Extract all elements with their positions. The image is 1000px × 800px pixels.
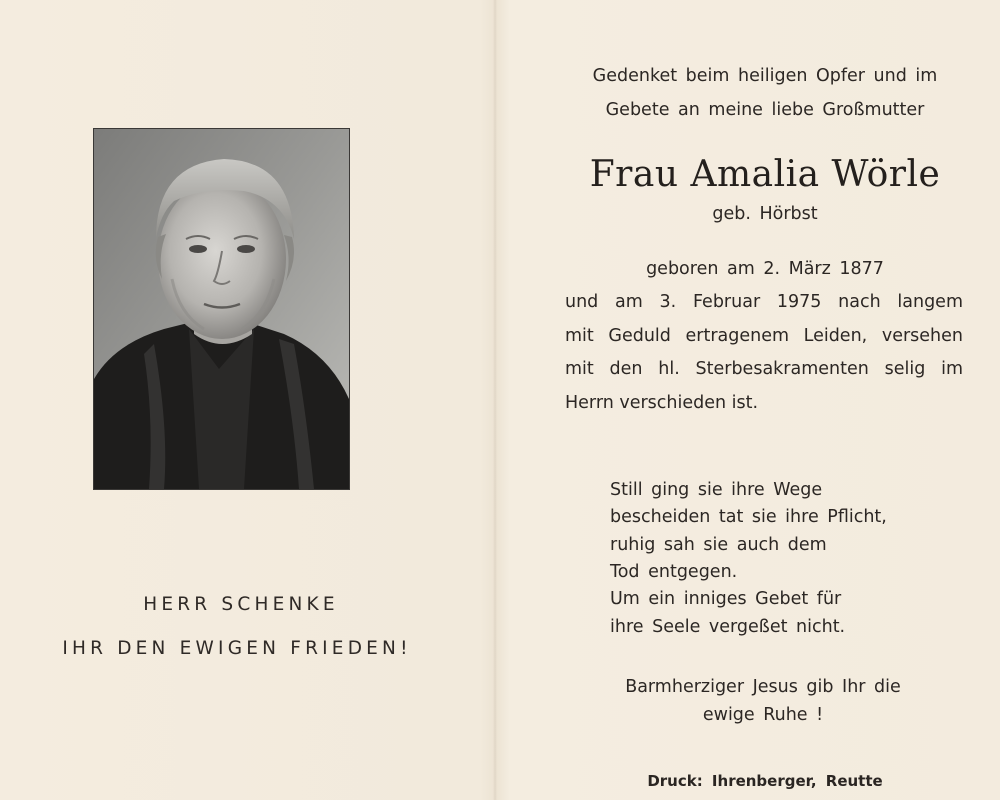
text-line-2: mit Geduld ertragenem Leiden, versehen xyxy=(565,326,963,346)
blessing-line-1: HERR SCHENKE xyxy=(143,594,339,615)
poem-line-4: Tod entgegen. xyxy=(610,562,738,582)
printer-credit: Druck: Ihrenberger, Reutte xyxy=(647,772,883,790)
text-line-1: und am 3. Februar 1975 nach langem xyxy=(565,292,963,312)
blessing-line-2: IHR DEN EWIGEN FRIEDEN! xyxy=(62,638,412,659)
card-fold xyxy=(493,0,497,800)
portrait-photo xyxy=(93,128,350,490)
maiden-name: geb. Hörbst xyxy=(712,204,818,224)
intro-line-1: Gedenket beim heiligen Opfer und im xyxy=(592,66,938,86)
poem-line-2: bescheiden tat sie ihre Pflicht, xyxy=(610,507,887,527)
poem-line-3: ruhig sah sie auch dem xyxy=(610,535,827,555)
prayer-line-1: Barmherziger Jesus gib Ihr die xyxy=(625,677,901,697)
poem-line-1: Still ging sie ihre Wege xyxy=(610,480,823,500)
intro-line-2: Gebete an meine liebe Großmutter xyxy=(605,100,925,120)
poem-line-6: ihre Seele vergeßet nicht. xyxy=(610,617,846,637)
prayer-line-2: ewige Ruhe ! xyxy=(702,705,824,725)
deceased-name: Frau Amalia Wörle xyxy=(589,154,941,195)
text-line-3: mit den hl. Sterbesakramenten selig im xyxy=(565,359,963,379)
poem-line-5: Um ein inniges Gebet für xyxy=(610,589,842,609)
birth-line: geboren am 2. März 1877 xyxy=(646,259,884,279)
text-line-4: Herrn verschieden ist. xyxy=(565,393,759,413)
